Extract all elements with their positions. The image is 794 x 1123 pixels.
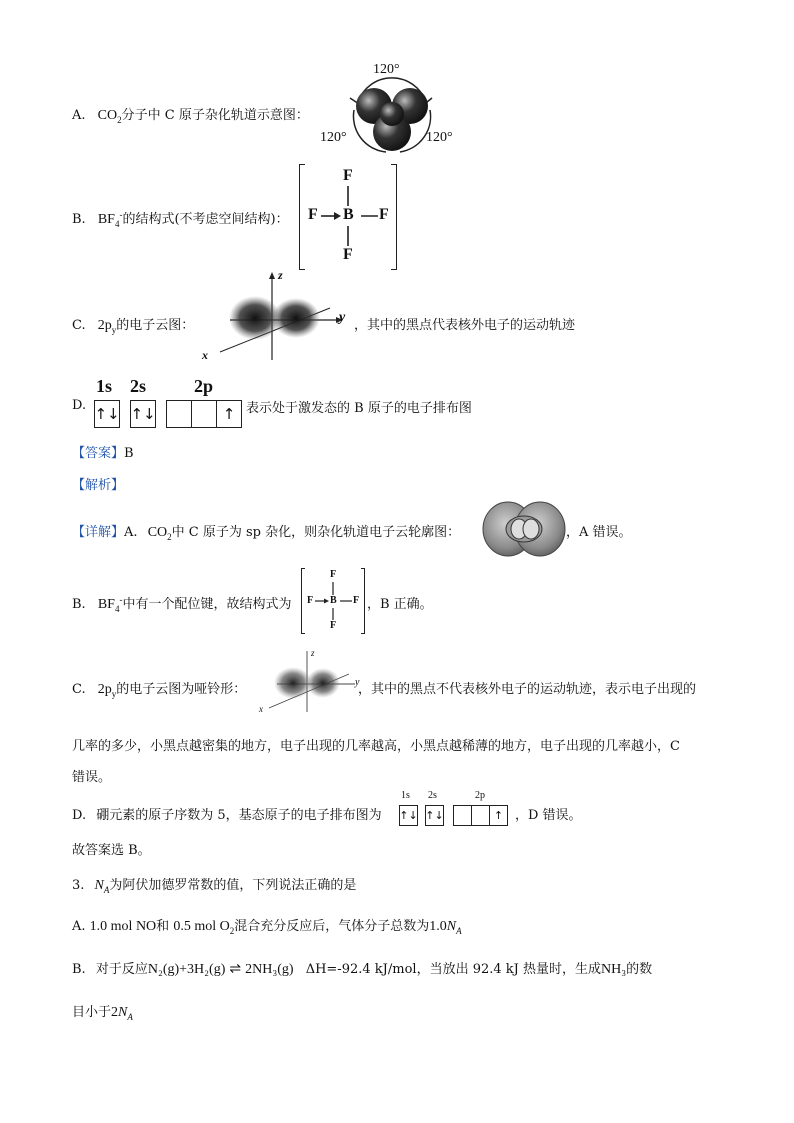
small-atom-f-left: F <box>307 595 314 606</box>
option-b-line <box>72 208 289 229</box>
q3a-mid: 和 <box>156 919 170 934</box>
excited-config-diagram <box>90 376 250 432</box>
ground-config-diagram <box>397 790 515 828</box>
q3b-prefix: B. <box>72 962 86 977</box>
co2-formula: $CO_2$ <box>97 108 122 125</box>
small-box-2p-3: ↑ <box>489 805 508 826</box>
small-axis-x-label: x <box>259 704 263 714</box>
q3a-amount1: 1.0 mol NO <box>89 919 157 934</box>
q3b-text1: 对于反应 <box>95 962 148 977</box>
q3-option-a <box>72 915 462 936</box>
answer-line <box>72 442 134 461</box>
orbital-box-2p-3: ↑ <box>216 400 242 428</box>
q3b-nh3: NH₃ <box>601 962 627 977</box>
detail-d-suffix: ，D 错误。 <box>515 808 582 823</box>
orbital-box-1s: ↑↓ <box>94 400 120 428</box>
small-atom-f-top: F <box>330 569 337 580</box>
q3b-text3: 的数 <box>626 962 653 977</box>
detail-c-text-after: ，其中的黑点不代表核外电子的运动轨迹，表示电子出现的 <box>358 682 697 697</box>
small-axis-y-label: y <box>355 677 360 688</box>
detail-c-text: 的电子云图为哑铃形： <box>116 682 247 697</box>
angle-right-label: 120° <box>426 130 453 145</box>
small-atom-b-center: B <box>330 595 337 606</box>
detail-orbital-2py: $2p_y$ <box>97 682 117 699</box>
q3a-na: $N_A$ <box>446 919 462 936</box>
axis-z-label: z <box>278 268 283 282</box>
sp-orbital-icon <box>482 500 566 558</box>
q3-text: 为阿伏加德罗常数的值，下列说法正确的是 <box>109 878 357 893</box>
detail-c-line2: 几率的多少，小黑点越密集的地方，电子出现的几率越高，小黑点越稀薄的地方，电子出现的几率越小，C <box>72 739 680 754</box>
detail-b-text: 中有一个配位键，故结构式为 <box>122 597 292 612</box>
electron-cloud-small <box>255 648 363 714</box>
bf4-structure-large <box>299 164 397 270</box>
q3-option-b-line2 <box>72 1001 133 1022</box>
detail-d-text: 硼元素的原子序数为 5，基态原子的电子排布图为 <box>96 808 382 823</box>
angle-left-label: 120° <box>320 130 347 145</box>
small-bond-lines-icon <box>301 568 365 634</box>
q3b-text2: ，当放出 92.4 kJ 热量时，生成 <box>416 962 601 977</box>
option-b-text: 的结构式(不考虑空间结构)： <box>122 212 289 227</box>
detail-bf4-formula: $BF_4^-$ <box>97 594 123 614</box>
angle-top-label: 120° <box>373 62 400 77</box>
detail-a-suffix: ，A 错误。 <box>566 525 632 540</box>
option-a-prefix: A. <box>72 108 86 123</box>
detail-d-line <box>72 804 382 823</box>
q3-number: 3. <box>72 878 85 893</box>
bf4-structure-small <box>301 568 365 634</box>
q3-na: $N_A$ <box>94 878 110 895</box>
orbital-box-2p-2 <box>191 400 217 428</box>
q3b-line2: 目小于 <box>72 1005 112 1020</box>
detail-c-prefix: C. <box>72 682 86 697</box>
answer-value: B <box>124 446 134 461</box>
atom-f-left: F <box>308 206 318 223</box>
small-atom-f-bottom: F <box>330 620 337 631</box>
detail-a-text: 中 C 原子为 sp 杂化，则杂化轨道电子云轮廓图： <box>171 525 461 540</box>
bond-lines-icon <box>299 164 397 270</box>
electron-cloud-large <box>200 270 350 362</box>
option-a-text: 分子中 C 原子杂化轨道示意图： <box>121 108 309 123</box>
detail-b-prefix: B. <box>72 597 86 612</box>
bf4-formula: $BF_4^-$ <box>97 209 123 229</box>
axis-x-label: x <box>202 348 208 362</box>
detail-b-line <box>72 593 291 614</box>
label-2p: 2p <box>194 376 214 396</box>
q3b-dh: ΔH=-92.4 kJ/mol <box>305 962 417 977</box>
small-label-1s: 1s <box>401 790 410 801</box>
orbital-2py: $2p_y$ <box>97 318 117 335</box>
sp2-orbital-figure <box>318 62 468 160</box>
small-axis-z-label: z <box>311 648 315 658</box>
q3b-product: 2NH₃(g) <box>245 962 294 977</box>
electron-cloud-icon <box>200 270 350 362</box>
q3a-text: 混合充分反应后，气体分子总数为 <box>234 919 430 934</box>
option-c-text-after: ，其中的黑点代表核外电子的运动轨迹 <box>354 318 576 333</box>
detail-b-suffix: ，B 正确。 <box>367 597 433 612</box>
option-d-prefix: D. <box>72 398 87 413</box>
conclusion: 故答案选 B。 <box>72 843 151 858</box>
orbital-box-2s: ↑↓ <box>130 400 156 428</box>
label-2s: 2s <box>130 376 147 396</box>
q3a-amount2: 0.5 mol $O_2$ <box>173 919 235 936</box>
detail-d-prefix: D. <box>72 808 87 823</box>
q3a-prefix: A. <box>72 919 86 934</box>
analysis-tag: 【解析】 <box>72 478 125 493</box>
sp2-orbital-icon <box>346 76 438 158</box>
q3b-value: 2 <box>111 1005 119 1020</box>
answer-tag: 【答案】 <box>72 446 125 461</box>
axis-y-label: y <box>339 310 346 325</box>
option-d-text: 表示处于激发态的 B 原子的电子排布图 <box>246 401 472 416</box>
detail-a-line <box>72 521 460 542</box>
label-1s: 1s <box>96 376 113 396</box>
q3a-value: 1.0 <box>429 919 447 934</box>
atom-f-right: F <box>379 206 389 223</box>
detail-tag: 【详解】 <box>72 525 125 540</box>
atom-b-center: B <box>343 206 354 223</box>
small-label-2s: 2s <box>428 790 437 801</box>
equilibrium-arrow-icon: ⇌ <box>229 962 242 977</box>
detail-co2-formula: $CO_2$ <box>147 525 172 542</box>
option-a-line <box>72 104 309 125</box>
small-box-1s: ↑↓ <box>399 805 418 826</box>
small-box-2p-1 <box>453 805 472 826</box>
small-label-2p: 2p <box>475 790 485 801</box>
q3-stem <box>72 874 356 895</box>
atom-f-top: F <box>343 167 353 184</box>
option-b-prefix: B. <box>72 212 86 227</box>
small-electron-cloud-icon <box>255 648 363 714</box>
option-c-text: 的电子云图： <box>116 318 195 333</box>
orbital-box-2p-1 <box>166 400 192 428</box>
q3-option-b <box>72 958 652 978</box>
option-c-line <box>72 314 194 335</box>
q3b-reaction: N₂(g)+3H₂(g) <box>147 962 226 977</box>
detail-c-line3: 错误。 <box>72 770 112 785</box>
small-box-2p-2 <box>471 805 490 826</box>
atom-f-bottom: F <box>343 246 353 263</box>
small-box-2s: ↑↓ <box>425 805 444 826</box>
detail-c-line <box>72 678 246 699</box>
detail-a-prefix: A. <box>124 525 138 540</box>
small-atom-f-right: F <box>353 595 360 606</box>
option-c-prefix: C. <box>72 318 86 333</box>
q3b-na: $N_A$ <box>118 1005 133 1022</box>
